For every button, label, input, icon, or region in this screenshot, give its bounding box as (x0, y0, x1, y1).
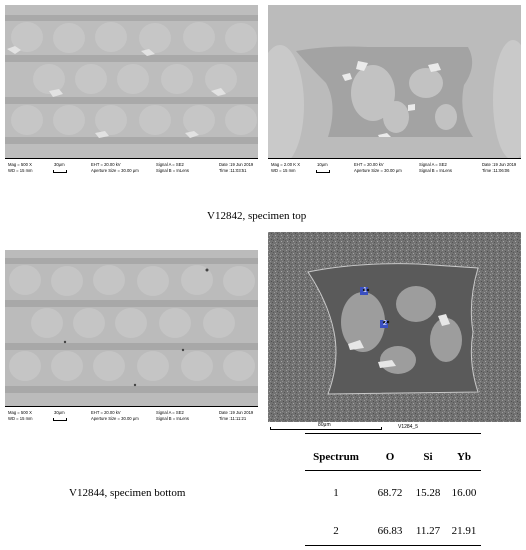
eds-image (268, 232, 521, 422)
sem-databar (268, 158, 521, 177)
eds-panel (268, 232, 521, 432)
time-label: Time :11:03:51 (219, 168, 247, 173)
scale-bar (316, 170, 330, 173)
table-cell: 21.91 (451, 525, 477, 537)
scale-bar (53, 170, 67, 173)
signal-b-label: Signal B = InLens (419, 168, 452, 173)
mag-label: Mag = 500 X (8, 410, 32, 415)
wd-label: WD = 15 mm (271, 168, 296, 173)
sem-image-weave-bottom (5, 250, 258, 407)
table-cell: 1 (333, 487, 339, 499)
table-header-spectrum: Spectrum (313, 451, 359, 463)
sem-panel-top-right (268, 5, 521, 177)
sem-panel-bottom-left (5, 250, 258, 425)
table-cell: 15.28 (415, 487, 441, 499)
date-label: Date :19 Jun 2019 (219, 410, 254, 415)
table-header-si: Si (423, 451, 433, 463)
table-top-rule (305, 433, 481, 434)
table-cell: 68.72 (377, 487, 403, 499)
sem-image-weave-top (5, 5, 258, 159)
caption-top: V12842, specimen top (207, 210, 307, 222)
aperture-label: Aperture Size = 30.00 μm (91, 416, 139, 421)
signal-a-label: Signal A = SE2 (156, 410, 184, 415)
eht-label: EHT = 20.00 kV (91, 162, 121, 167)
eds-databar (268, 422, 521, 432)
sem-panel-top-left (5, 5, 258, 177)
scale-bar (53, 418, 67, 421)
eds-marker-1: 1 (363, 287, 367, 294)
sem-image-pore-top (268, 5, 521, 159)
eds-image-label: V1284_5 (398, 424, 419, 430)
mag-label: Mag = 2.00 K X (271, 162, 300, 167)
aperture-label: Aperture Size = 30.00 μm (91, 168, 139, 173)
eht-label: EHT = 20.00 kV (91, 410, 121, 415)
signal-a-label: Signal A = SE2 (419, 162, 447, 167)
scale-label: 30μm (54, 410, 65, 415)
wd-label: WD = 15 mm (8, 416, 33, 421)
sem-databar (5, 158, 258, 177)
table-header-yb: Yb (456, 451, 472, 463)
mag-label: Mag = 500 X (8, 162, 32, 167)
scale-label: 30μm (54, 162, 65, 167)
aperture-label: Aperture Size = 30.00 μm (354, 168, 402, 173)
eds-scale-label: 80μm (318, 422, 331, 428)
table-cell: 11.27 (415, 525, 441, 537)
table-header-o: O (385, 451, 395, 463)
date-label: Date :19 Jun 2019 (482, 162, 517, 167)
eds-scale-bar (270, 427, 382, 430)
wd-label: WD = 15 mm (8, 168, 33, 173)
table-cell: 16.00 (451, 487, 477, 499)
table-cell: 2 (333, 525, 339, 537)
eht-label: EHT = 20.00 kV (354, 162, 384, 167)
signal-a-label: Signal A = SE2 (156, 162, 184, 167)
signal-b-label: Signal B = InLens (156, 416, 189, 421)
date-label: Date :19 Jun 2019 (219, 162, 254, 167)
signal-b-label: Signal B = InLens (156, 168, 189, 173)
time-label: Time :11:06:06 (482, 168, 510, 173)
table-cell: 66.83 (377, 525, 403, 537)
table-header-rule (305, 470, 481, 471)
caption-bottom: V12844, specimen bottom (69, 487, 186, 499)
table-bottom-rule (305, 545, 481, 546)
scale-label: 10μm (317, 162, 328, 167)
time-label: Time :11:11:21 (219, 416, 247, 421)
eds-marker-2: 2 (383, 320, 387, 327)
sem-databar (5, 406, 258, 425)
